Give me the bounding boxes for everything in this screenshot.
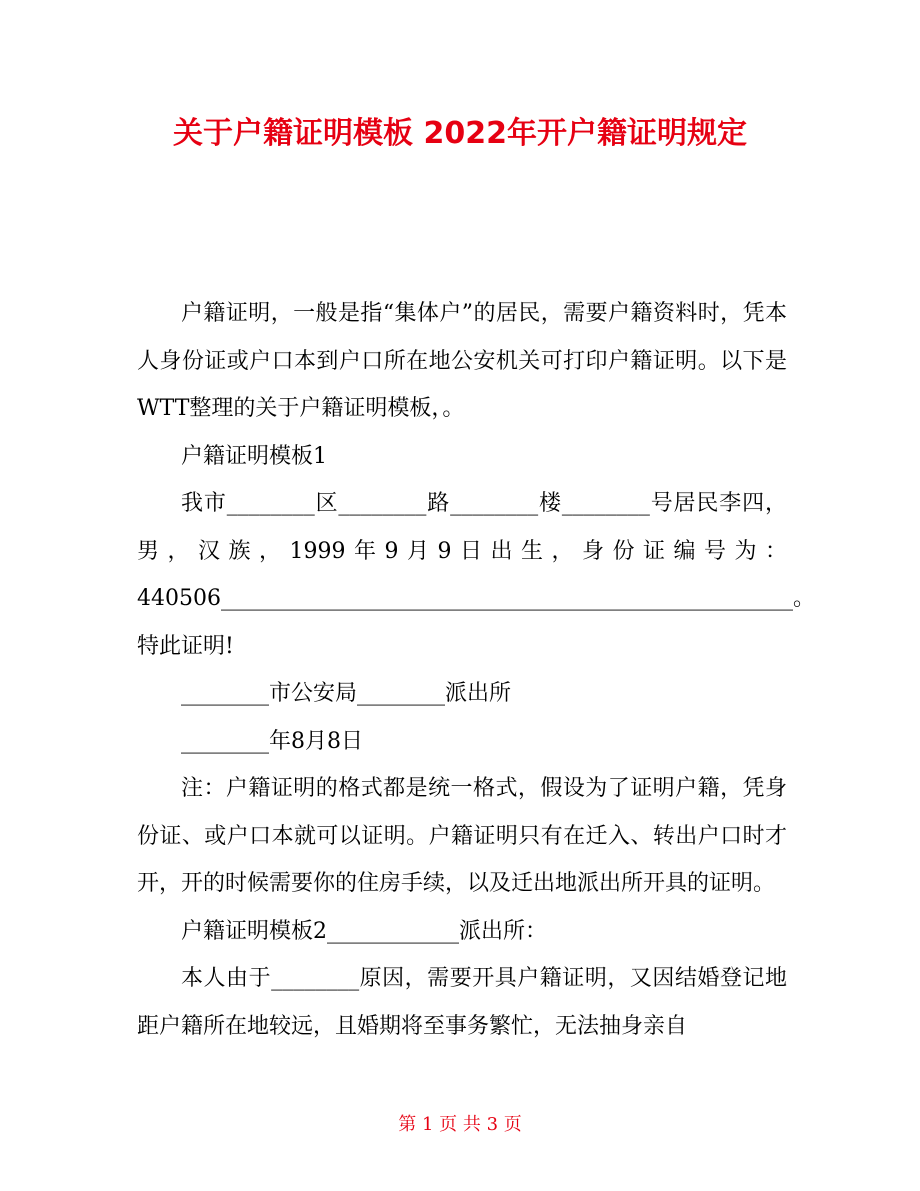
template-1-body: 我市________区________路________楼________号居民李四，男，汉族，1999年9月9日出生，身份证编号为：440506____________________________________________________。 <box>137 491 815 611</box>
template-2-body: 本人由于________原因，需要开具户籍证明，又因结婚登记地距户籍所在地较远，且婚期将至事务繁忙，无法抽身亲自 <box>137 966 787 1039</box>
document-title: 关于户籍证明模板 2022年开户籍证明规定 <box>173 116 747 151</box>
page-footer <box>0 1112 920 1138</box>
issuing-authority-line: ________市公安局________派出所 <box>181 681 512 706</box>
document-body <box>137 290 815 1050</box>
date-line: ________年8月8日 <box>181 728 363 754</box>
template-1-heading: 户籍证明模板1 <box>181 443 327 469</box>
template-2-heading: 户籍证明模板2____________派出所： <box>181 918 547 944</box>
intro-paragraph: 户籍证明，一般是指“集体户”的居民，需要户籍资料时，凭本人身份证或户口本到户口所在地公安机关可打印户籍证明。以下是WTT整理的关于户籍证明模板，。 <box>137 301 787 421</box>
certification-statement: 特此证明! <box>137 633 234 659</box>
note-paragraph: 注：户籍证明的格式都是统一格式，假设为了证明户籍，凭身份证、或户口本就可以证明。户籍证明只有在迁入、转出户口时才开，开的时候需要你的住房手续，以及迁出地派出所开具的证明。 <box>137 776 787 896</box>
page-number-label: 第 1 页 共 3 页 <box>398 1114 522 1135</box>
